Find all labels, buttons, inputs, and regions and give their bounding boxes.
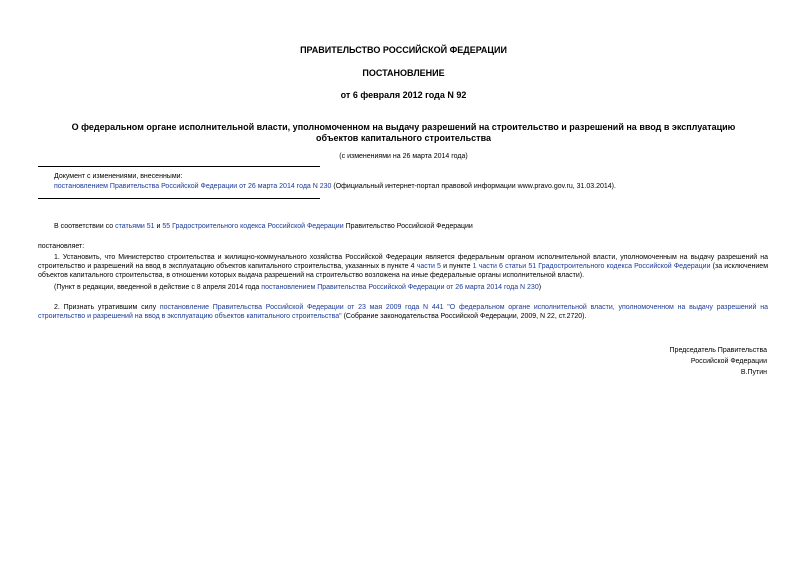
- p1-text-b: и пункте: [440, 263, 473, 270]
- changes-note: (с изменениями на 26 марта 2014 года): [339, 153, 468, 160]
- article-55-code-link[interactable]: 55 Градостроительного кодекса Российской Федерации: [162, 223, 344, 230]
- divider-bottom: [38, 198, 320, 199]
- signature-title-line2: Российской Федерации: [690, 358, 767, 365]
- p1-note-link[interactable]: постановлением Правительства Российской Федерации от 26 марта 2014 года N 230: [261, 284, 539, 291]
- p1-note-after: ): [538, 284, 542, 291]
- document-title: О федеральном органе исполнительной власти, уполномоченном на выдачу разрешений на строительство и разрешений на ввод в эксплуатацию объектов капитального строительства: [71, 122, 736, 143]
- amendments-intro: Документ с изменениями, внесенными:: [54, 173, 183, 180]
- resolves-label: постановляет:: [38, 243, 85, 250]
- preamble-and: и: [154, 223, 163, 230]
- preamble: [54, 222, 774, 231]
- paragraph-1: [38, 253, 768, 280]
- articles-51-link[interactable]: статьями 51: [115, 223, 155, 230]
- resolution-441-link[interactable]: постановление Правительства Российской Федерации от 23 мая 2009 года N 441 "О федеральном органе исполнительной власти, уполномоченном на выдачу разрешений на строительство и разрешений на ввод в эксплуатацию объектов капитального строительства": [38, 304, 768, 320]
- p1-text-a: 1. Установить, что Министерство строительства и жилищно-коммунального хозяйства Российской Федерации является федеральным органом исполнительной власти, уполномоченным на выдачу разрешений на строительство и разрешений на ввод в эксплуатацию объектов капитального строительства, указанных в пункте 4: [38, 254, 768, 270]
- p2-text-b: (Собрание законодательства Российской Федерации, 2009, N 22, ст.2720).: [341, 313, 587, 320]
- part-6-article-51-link[interactable]: 1 части 6 статьи 51 Градостроительного кодекса Российской Федерации: [472, 263, 711, 270]
- amendments-line: [54, 182, 774, 191]
- date-number-heading: от 6 февраля 2012 года N 92: [340, 90, 467, 100]
- preamble-text-after: Правительство Российской Федерации: [343, 223, 473, 230]
- document-type-heading: ПОСТАНОВЛЕНИЕ: [362, 68, 445, 78]
- p1-text-c: (за исключением объектов капитального строительства, в отношении которых выдача разрешений на строительство возложена на иные федеральные органы исполнительной власти).: [38, 263, 769, 279]
- signature-block: [567, 345, 767, 378]
- p2-text-a: 2. Признать утратившим силу: [54, 304, 160, 311]
- preamble-text-before: В соответствии со: [54, 223, 116, 230]
- amendment-source: (Официальный интернет-портал правовой информации www.pravo.gov.ru, 31.03.2014).: [331, 183, 616, 190]
- signature-name: В.Путин: [740, 369, 767, 376]
- paragraph-1-note: [54, 283, 541, 292]
- p1-note-before: (Пункт в редакции, введенной в действие с 8 апреля 2014 года: [54, 284, 262, 291]
- divider-top: [38, 166, 320, 167]
- paragraph-2: [38, 303, 768, 321]
- amendment-link[interactable]: постановлением Правительства Российской Федерации от 26 марта 2014 года N 230: [54, 183, 332, 190]
- signature-title-line1: Председатель Правительства: [669, 347, 767, 354]
- part-5-link[interactable]: части 5: [416, 263, 441, 270]
- government-heading: ПРАВИТЕЛЬСТВО РОССИЙСКОЙ ФЕДЕРАЦИИ: [300, 45, 507, 55]
